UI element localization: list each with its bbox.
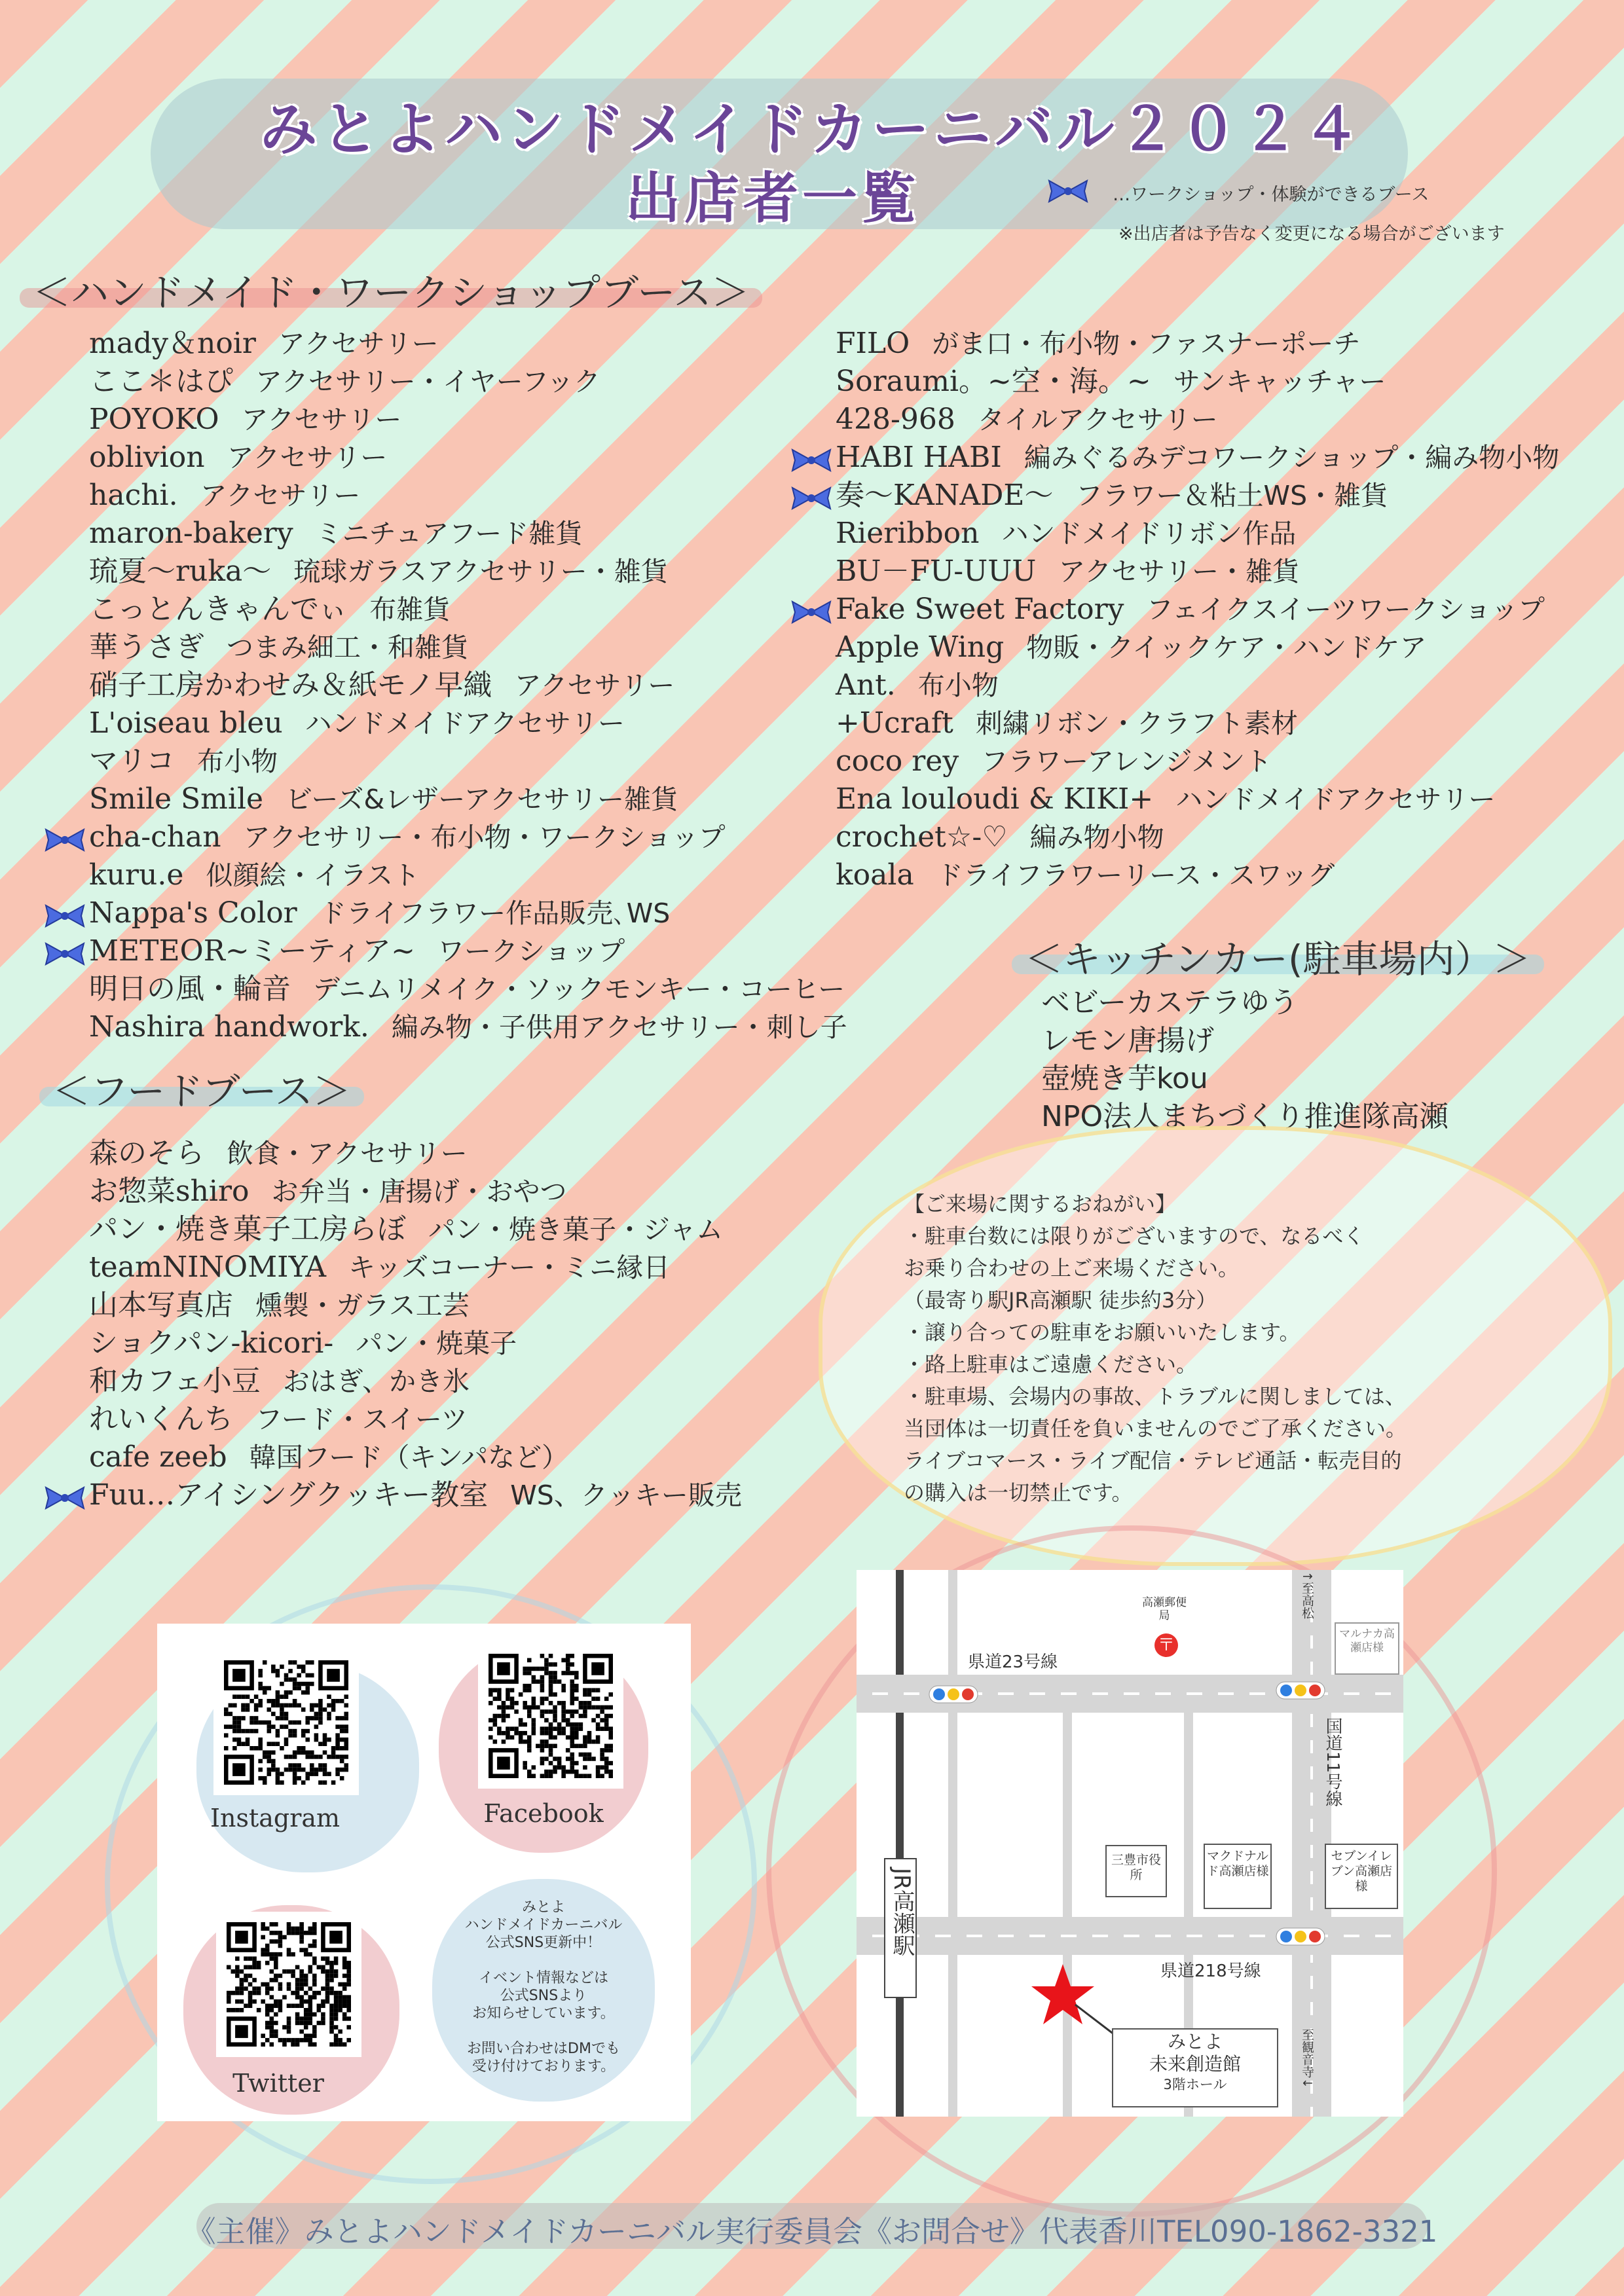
venue-floor: 3階ホール [1163, 2077, 1227, 2092]
food-heading-text: ＜フードブース＞ [52, 1069, 351, 1114]
page-title: みとよハンドメイドカーニバル２０２４ [259, 96, 1365, 163]
vendor-description: アクセサリー [227, 442, 388, 473]
vendor-name: koala [836, 858, 914, 892]
list-item [89, 1476, 742, 1514]
notice-line: ライブコマース・ライブ配信・テレビ通話・転売目的 [904, 1448, 1402, 1473]
ribbon-icon [1046, 178, 1090, 207]
list-item [836, 515, 1559, 553]
vendor-description: パン・焼菓子 [356, 1328, 517, 1359]
ribbon-icon [790, 597, 833, 623]
vendor-name: 和カフェ小豆 [89, 1364, 261, 1398]
notice-line: （最寄り駅JR高瀬駅 徒歩約3分） [904, 1288, 1217, 1313]
venue-name-line1: みとよ [1167, 2031, 1223, 2052]
vendor-name: METEOR~ミーティア~ [89, 934, 416, 968]
vendor-name: Nashira handwork. [89, 1010, 369, 1044]
list-item [89, 1324, 742, 1362]
food-list [89, 1135, 742, 1514]
vendor-name: Ant. [836, 668, 896, 702]
post-office-icon: 〒 [1154, 1633, 1178, 1657]
list-item [836, 780, 1559, 818]
route-11-label: 国道11号線 [1323, 1717, 1342, 1808]
vendor-name: 山本写真店 [89, 1288, 233, 1322]
vendor-name: れいくんち [89, 1402, 233, 1436]
handmade-list-right [836, 325, 1559, 894]
venue-box [1112, 2028, 1278, 2107]
vendor-name: ここ＊はぴ [89, 365, 233, 398]
access-map [857, 1570, 1403, 2117]
list-item [89, 1008, 847, 1046]
ribbon-icon [43, 939, 86, 965]
vendor-name: 428-968 [836, 403, 955, 436]
to-kanonji-label: 至観音寺↓ [1300, 2028, 1314, 2088]
instagram-label: Instagram [210, 1804, 341, 1832]
vendor-description: ドライフラワーリース・スワッグ [936, 860, 1335, 891]
notice-line: 当団体は一切責任を負いませんのでご了承ください。 [904, 1416, 1407, 1441]
list-item [89, 856, 847, 894]
vendor-name: +Ucraft [836, 706, 953, 740]
notice-line: お乗り合わせの上ご来場ください。 [904, 1256, 1240, 1281]
vendor-description: ドライフラワー作品販売､WS [319, 898, 671, 929]
vendor-description: アクセサリー [278, 328, 439, 359]
vendor-description: 飲食・アクセサリー [227, 1138, 468, 1169]
vendor-description: 燻製・ガラス工芸 [255, 1290, 470, 1321]
vendor-description: アクセサリー・イヤーフック [255, 366, 600, 397]
list-item [89, 1248, 742, 1286]
vendor-name: ショクパン-kicori- [89, 1326, 334, 1360]
list-item [836, 401, 1559, 439]
vendor-name: 明日の風・輪音 [89, 972, 291, 1006]
vendor-name: お惣菜shiro [89, 1175, 249, 1208]
list-item [836, 363, 1559, 401]
to-takamatsu-label: ↑至高松 [1300, 1571, 1314, 1619]
vendor-description: 編み物小物 [1029, 822, 1164, 853]
vendor-name: Smile Smile [89, 782, 264, 816]
road-23-label: 県道23号線 [968, 1652, 1058, 1672]
disclaimer: ※出店者は予告なく変更になる場合がございます [1118, 224, 1505, 244]
vendor-description: フラワーアレンジメント [981, 746, 1272, 777]
list-item [89, 1400, 742, 1438]
vendor-name: cafe zeeb [89, 1440, 227, 1474]
mcdonalds-box: マクドナルド高瀬店様 [1204, 1844, 1272, 1909]
list-item [89, 970, 847, 1008]
vendor-description: 琉球ガラスアクセサリー・雑貨 [293, 556, 668, 587]
twitter-label: Twitter [232, 2069, 324, 2098]
vendor-name: mady＆noir [89, 327, 256, 360]
notice-line: ・駐車台数には限りがございますので、なるべく [904, 1224, 1365, 1248]
sns-message: みとよ ハンドメイドカーニバル 公式SNS更新中！ イベント情報などは 公式SNSより お知らせしています。 お問い合わせはDMでも 受け付けております。 [464, 1899, 623, 2075]
post-office-label: 高瀬郵便局 [1142, 1596, 1187, 1622]
list-item [89, 553, 847, 591]
vendor-description: ハンドメイドアクセサリー [1175, 784, 1496, 815]
vendor-name: teamNINOMIYA [89, 1250, 326, 1284]
vendor-description: タイルアクセサリー [977, 404, 1218, 435]
list-item [89, 515, 847, 553]
list-item [836, 553, 1559, 591]
seven-eleven-box: セブンイレブン高瀬店様 [1325, 1844, 1398, 1909]
vendor-description: 似顔絵・イラスト [206, 860, 420, 891]
city-hall-box: 三豊市役所 [1105, 1845, 1167, 1897]
vendor-name: 森のそら [89, 1137, 204, 1170]
legend-text: …ワークショップ・体験ができるブース [1113, 184, 1430, 205]
vendor-name: FILO [836, 327, 910, 360]
list-item [89, 894, 847, 932]
list-item [89, 325, 847, 363]
list-item [836, 325, 1559, 363]
vendor-name: POYOKO [89, 403, 219, 436]
kitchen-heading [1018, 928, 1538, 983]
list-item [89, 477, 847, 515]
vendor-description: アクセサリー [241, 404, 402, 435]
list-item [836, 591, 1559, 629]
vendor-name: oblivion [89, 441, 205, 474]
vendor-description: 物販・クイックケア・ハンドケア [1026, 632, 1427, 663]
marunaka-box: マルナカ高瀬店様 [1335, 1622, 1399, 1675]
vendor-name: Fake Sweet Factory [836, 592, 1124, 626]
list-item [836, 742, 1559, 780]
facebook-qr-code[interactable] [478, 1643, 623, 1789]
vendor-name: Soraumi。~空・海。~ [836, 365, 1151, 398]
list-item [89, 780, 847, 818]
list-item [836, 477, 1559, 515]
ribbon-icon [790, 445, 833, 471]
vendor-name: L'oiseau bleu [89, 706, 283, 740]
list-item [836, 856, 1559, 894]
vendor-name: cha-chan [89, 820, 221, 854]
vendor-name: BU－FU-UUU [836, 555, 1037, 588]
vendor-name: マリコ [89, 744, 175, 778]
vendor-description: ミニチュアフード雑貨 [315, 518, 583, 549]
list-item [89, 1362, 742, 1400]
traffic-light-icon [929, 1685, 978, 1706]
list-item [89, 932, 847, 970]
vendor-name: hachi. [89, 479, 178, 512]
list-item [89, 629, 847, 666]
list-item [89, 1286, 742, 1324]
traffic-light-icon [1276, 1681, 1325, 1702]
list-item [836, 666, 1559, 704]
footer-text: 《主催》みとよハンドメイドカーニバル実行委員会《お問合せ》代表香川TEL090-1862-3321 [186, 2214, 1438, 2249]
vendor-name: パン・焼き菓子工房らぼ [89, 1212, 406, 1246]
kitchen-car-item: ベビーカステラゆう [1041, 986, 1299, 1019]
vendor-description: デニムリメイク・ソックモンキー・コーヒー [313, 974, 845, 1005]
vendor-name: Nappa's Color [89, 896, 297, 930]
ribbon-icon [43, 1483, 86, 1509]
list-item [89, 1211, 742, 1248]
list-item [89, 1173, 742, 1211]
list-item [89, 1135, 742, 1173]
vendor-name: coco rey [836, 744, 959, 778]
vendor-description: おはぎ、かき氷 [282, 1366, 470, 1397]
vendor-name: 硝子工房かわせみ＆紙モノ早織 [89, 668, 492, 702]
vendor-description: アクセサリー・雑貨 [1058, 556, 1300, 587]
vendor-name: 奏〜KANADE〜 [836, 479, 1054, 512]
sns-panel [157, 1624, 691, 2121]
kitchen-car-item: NPO法人まちづくり推進隊高瀬 [1041, 1100, 1449, 1133]
vendor-name: maron-bakery [89, 517, 293, 550]
vendor-description: ハンドメイドアクセサリー [304, 708, 625, 739]
instagram-qr-code[interactable] [213, 1650, 359, 1795]
list-item [89, 666, 847, 704]
vendor-description: パン・焼き菓子・ジャム [428, 1214, 724, 1245]
vendor-name: Ena louloudi & KIKI+ [836, 782, 1154, 816]
vendor-name: crochet☆-♡ [836, 820, 1008, 854]
list-item [836, 439, 1559, 477]
twitter-qr-code[interactable] [216, 1912, 361, 2057]
kitchen-heading-text: ＜キッチンカー(駐車場内）＞ [1025, 937, 1531, 981]
list-item [89, 704, 847, 742]
kitchen-car-item: レモン唐揚げ [1041, 1024, 1214, 1057]
vendor-description: ワークショップ [437, 936, 625, 967]
list-item [836, 818, 1559, 856]
vendor-description: 刺繍リボン・クラフト素材 [975, 708, 1298, 739]
legend [1046, 178, 1429, 207]
vendor-description: サンキャッチャー [1173, 366, 1386, 397]
vendor-name: HABI HABI [836, 441, 1002, 474]
vendor-description: フード・スイーツ [255, 1404, 468, 1435]
vendor-description: フラワー＆粘土WS・雑貨 [1075, 480, 1388, 511]
vendor-description: がま口・布小物・ファスナーポーチ [932, 328, 1361, 359]
vendor-name: Apple Wing [836, 630, 1005, 664]
vendor-description: 布雑貨 [369, 594, 451, 625]
ribbon-icon [43, 825, 86, 851]
vendor-description: 編みぐるみデコワークショップ・編み物小物 [1024, 442, 1560, 473]
vendor-description: フェイクスイーツワークショップ [1146, 594, 1545, 625]
vendor-description: ハンドメイドリボン作品 [1001, 518, 1297, 549]
vendor-description: つまみ細工・和雑貨 [227, 632, 468, 663]
vendor-name: Rieribbon [836, 517, 980, 550]
vendor-name: Fuu…アイシングクッキー教室 [89, 1478, 489, 1512]
notice-line: の購入は一切禁止です。 [904, 1480, 1133, 1505]
vendor-description: WS、クッキー販売 [510, 1480, 742, 1511]
kitchen-car-item: 壺焼き芋kou [1041, 1062, 1208, 1095]
station-label: JR高瀬駅 [889, 1868, 915, 1957]
venue-name-line2: 未来創造館 [1149, 2053, 1241, 2075]
ribbon-icon [790, 483, 833, 509]
list-item [89, 1438, 742, 1476]
handmade-heading [26, 262, 756, 317]
list-item [89, 363, 847, 401]
vendor-description: 韓国フード（キンパなど） [249, 1442, 569, 1473]
vendor-name: 琉夏〜ruka〜 [89, 555, 272, 588]
vendor-description: アクセサリー [514, 670, 675, 701]
notice-line: ・駐車場、会場内の事故、トラブルに関しましては、 [904, 1384, 1406, 1409]
notice-line: ・譲り合っての駐車をお願いいたします。 [904, 1320, 1301, 1345]
facebook-label: Facebook [483, 1799, 604, 1828]
notice-line: ・路上駐車はご遠慮ください。 [904, 1352, 1198, 1377]
road-218-label: 県道218号線 [1160, 1961, 1261, 1981]
list-item [836, 704, 1559, 742]
food-heading [46, 1061, 358, 1116]
vendor-description: アクセサリー [200, 480, 361, 511]
notice-text [904, 1188, 1532, 1509]
handmade-list-left [89, 325, 847, 1046]
vendor-name: kuru.e [89, 858, 184, 892]
list-item [89, 742, 847, 780]
list-item [89, 439, 847, 477]
vendor-description: 布小物 [917, 670, 999, 701]
notice-line: 【ご来場に関するおねがい】 [904, 1192, 1177, 1216]
handmade-heading-text: ＜ハンドメイド・ワークショップブース＞ [33, 270, 750, 315]
page-subtitle: 出店者一覧 [625, 166, 920, 230]
vendor-name: こっとんきゃんでぃ [89, 592, 348, 626]
vendor-description: 布小物 [197, 746, 278, 777]
rail-line [896, 1570, 904, 2117]
list-item [89, 401, 847, 439]
traffic-light-icon [1276, 1927, 1325, 1948]
list-item [89, 591, 847, 629]
list-item [836, 629, 1559, 666]
list-item [89, 818, 847, 856]
vendor-description: お弁当・唐揚げ・おやつ [271, 1176, 567, 1207]
vendor-description: 編み物・子供用アクセサリー・刺し子 [391, 1011, 847, 1043]
vendor-name: 華うさぎ [89, 630, 204, 664]
ribbon-icon [43, 901, 86, 927]
vendor-description: キッズコーナー・ミニ縁日 [348, 1252, 671, 1283]
vendor-description: アクセサリー・布小物・ワークショップ [243, 822, 726, 853]
vendor-description: ビーズ&レザーアクセサリー雑貨 [286, 784, 678, 815]
